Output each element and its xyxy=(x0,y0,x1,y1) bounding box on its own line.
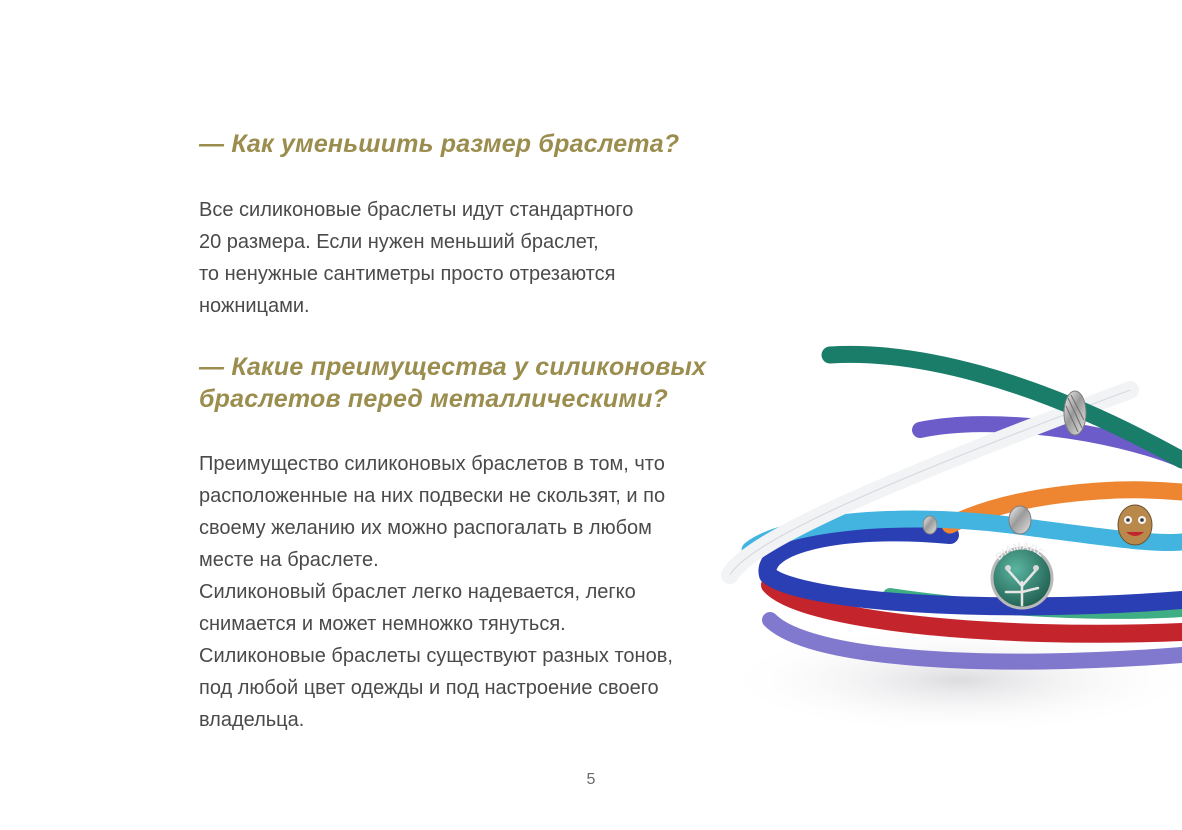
section2-paragraph-line: под любой цвет одежды и под настроение своего xyxy=(199,677,659,699)
owl-charm xyxy=(1118,505,1152,545)
section1-heading xyxy=(199,128,679,160)
section2-paragraph-line: расположенные на них подвески не скользят, и по xyxy=(199,485,666,507)
section2-heading-line: — Какие преимущества у силиконовых xyxy=(199,353,707,381)
section2-paragraph-line: снимается и может немножко тянуться. xyxy=(199,613,566,635)
silver-spacer-bead xyxy=(1064,391,1086,435)
section2-paragraph-line: своему желанию их можно распогалать в любом xyxy=(199,517,652,539)
section2-paragraph-line: Преимущество силиконовых браслетов в том, что xyxy=(199,453,665,475)
charm-brand-label: DIAMARE xyxy=(993,541,1046,563)
section1-heading-line: — Как уменьшить размер браслета? xyxy=(199,130,680,158)
section2-paragraph-line: Силиконовый браслет легко надевается, легко xyxy=(199,581,636,603)
section1-paragraph-line: то ненужные сантиметры просто отрезаются xyxy=(199,263,616,285)
silicone-bracelets-photo xyxy=(690,320,1182,740)
section2-heading xyxy=(199,351,706,415)
small-silver-charm xyxy=(923,516,937,534)
section2-paragraph-line: месте на браслете. xyxy=(199,549,379,571)
section2-heading-line: браслетов перед металлическими? xyxy=(199,385,669,413)
section2-paragraph xyxy=(199,448,673,736)
page-number: 5 xyxy=(586,771,596,788)
section1-paragraph-line: 20 размера. Если нужен меньший браслет, xyxy=(199,231,599,253)
section1-paragraph xyxy=(199,194,633,322)
section1-paragraph-line: ножницами. xyxy=(199,295,310,317)
section2-paragraph-line: владельца. xyxy=(199,709,305,731)
section1-paragraph-line: Все силиконовые браслеты идут стандартного xyxy=(199,199,634,221)
section2-paragraph-line: Силиконовые браслеты существуют разных тонов, xyxy=(199,645,673,667)
